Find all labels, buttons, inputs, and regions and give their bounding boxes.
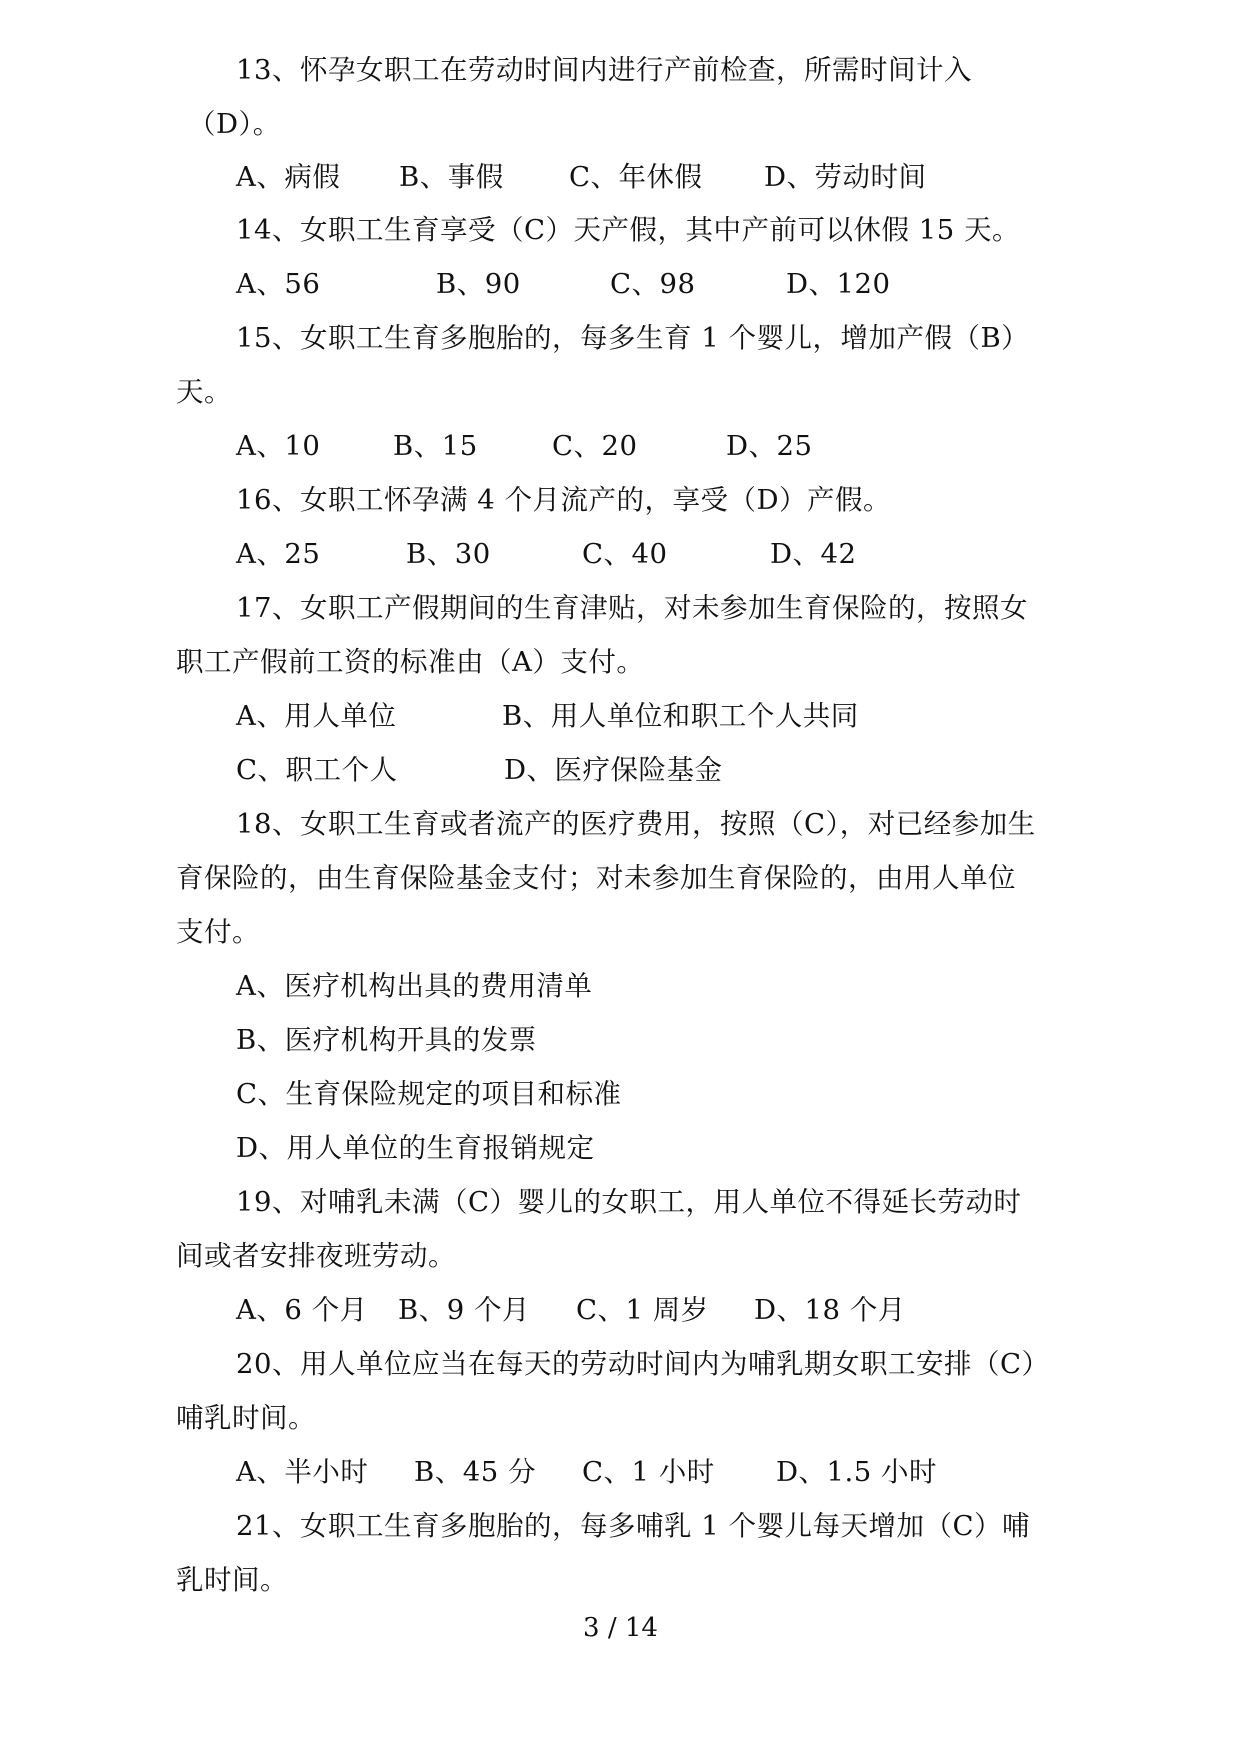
question-18-option-a: A、医疗机构出具的费用清单 xyxy=(236,970,593,1002)
question-21-text: 21、女职工生育多胞胎的，每多哺乳 1 个婴儿每天增加（C）哺 xyxy=(236,1510,1031,1542)
option-d: D、42 xyxy=(770,538,857,570)
question-17-text: 17、女职工产假期间的生育津贴，对未参加生育保险的，按照女 xyxy=(236,592,1028,624)
question-15-continuation: 天。 xyxy=(176,376,232,408)
question-17-options-row-2 xyxy=(236,750,1036,790)
question-18-option-d: D、用人单位的生育报销规定 xyxy=(236,1132,595,1164)
option-a: A、10 xyxy=(236,430,321,462)
question-19-text: 19、对哺乳未满（C）婴儿的女职工，用人单位不得延长劳动时 xyxy=(236,1186,1022,1218)
option-d: D、120 xyxy=(786,268,891,300)
option-d: D、18 个月 xyxy=(754,1294,906,1326)
question-13-text: 13、怀孕女职工在劳动时间内进行产前检查，所需时间计入 xyxy=(236,54,972,86)
option-c: C、20 xyxy=(552,430,638,462)
option-a: A、半小时 xyxy=(236,1456,369,1488)
question-13-options xyxy=(236,157,1036,197)
question-18-continuation-2: 支付。 xyxy=(176,916,260,948)
question-17-continuation: 职工产假前工资的标准由（A）支付。 xyxy=(176,646,645,678)
question-14-options xyxy=(236,264,1036,304)
option-d: D、医疗保险基金 xyxy=(504,754,723,786)
question-16-text: 16、女职工怀孕满 4 个月流产的，享受（D）产假。 xyxy=(236,484,892,516)
question-17-options-row-1 xyxy=(236,696,1036,736)
option-b: B、9 个月 xyxy=(398,1294,530,1326)
option-c: C、98 xyxy=(610,268,696,300)
option-a: A、56 xyxy=(236,268,321,300)
question-19-options xyxy=(236,1290,1036,1330)
question-13-continuation: （D）。 xyxy=(188,108,281,140)
question-20-text: 20、用人单位应当在每天的劳动时间内为哺乳期女职工安排（C） xyxy=(236,1348,1050,1380)
option-a: A、25 xyxy=(236,538,321,570)
question-20-continuation: 哺乳时间。 xyxy=(176,1402,316,1434)
option-a: A、用人单位 xyxy=(236,700,397,732)
option-b: B、30 xyxy=(406,538,491,570)
question-14-text: 14、女职工生育享受（C）天产假，其中产前可以休假 15 天。 xyxy=(236,214,1021,246)
option-b: B、事假 xyxy=(399,161,504,193)
option-d: D、25 xyxy=(726,430,813,462)
option-d: D、劳动时间 xyxy=(764,161,927,193)
question-16-options xyxy=(236,534,1036,574)
page-number: 3 / 14 xyxy=(583,1613,658,1643)
question-18-option-c: C、生育保险规定的项目和标准 xyxy=(236,1078,622,1110)
option-b: B、45 分 xyxy=(414,1456,536,1488)
option-b: B、15 xyxy=(393,430,478,462)
option-c: C、1 周岁 xyxy=(576,1294,709,1326)
question-19-continuation: 间或者安排夜班劳动。 xyxy=(176,1240,456,1272)
question-21-continuation: 乳时间。 xyxy=(176,1564,288,1596)
option-c: C、40 xyxy=(582,538,668,570)
option-c: C、1 小时 xyxy=(582,1456,715,1488)
question-20-options xyxy=(236,1452,1036,1492)
option-b: B、用人单位和职工个人共同 xyxy=(502,700,859,732)
question-15-options xyxy=(236,426,1036,466)
option-c: C、年休假 xyxy=(569,161,703,193)
option-c: C、职工个人 xyxy=(236,754,398,786)
question-18-text: 18、女职工生育或者流产的医疗费用，按照（C），对已经参加生 xyxy=(236,808,1036,840)
question-15-text: 15、女职工生育多胞胎的，每多生育 1 个婴儿，增加产假（B） xyxy=(236,322,1030,354)
option-a: A、6 个月 xyxy=(236,1294,368,1326)
option-d: D、1.5 小时 xyxy=(776,1456,938,1488)
option-b: B、90 xyxy=(436,268,521,300)
question-18-continuation-1: 育保险的，由生育保险基金支付；对未参加生育保险的，由用人单位 xyxy=(176,862,1016,894)
question-18-option-b: B、医疗机构开具的发票 xyxy=(236,1024,537,1056)
option-a: A、病假 xyxy=(236,161,341,193)
